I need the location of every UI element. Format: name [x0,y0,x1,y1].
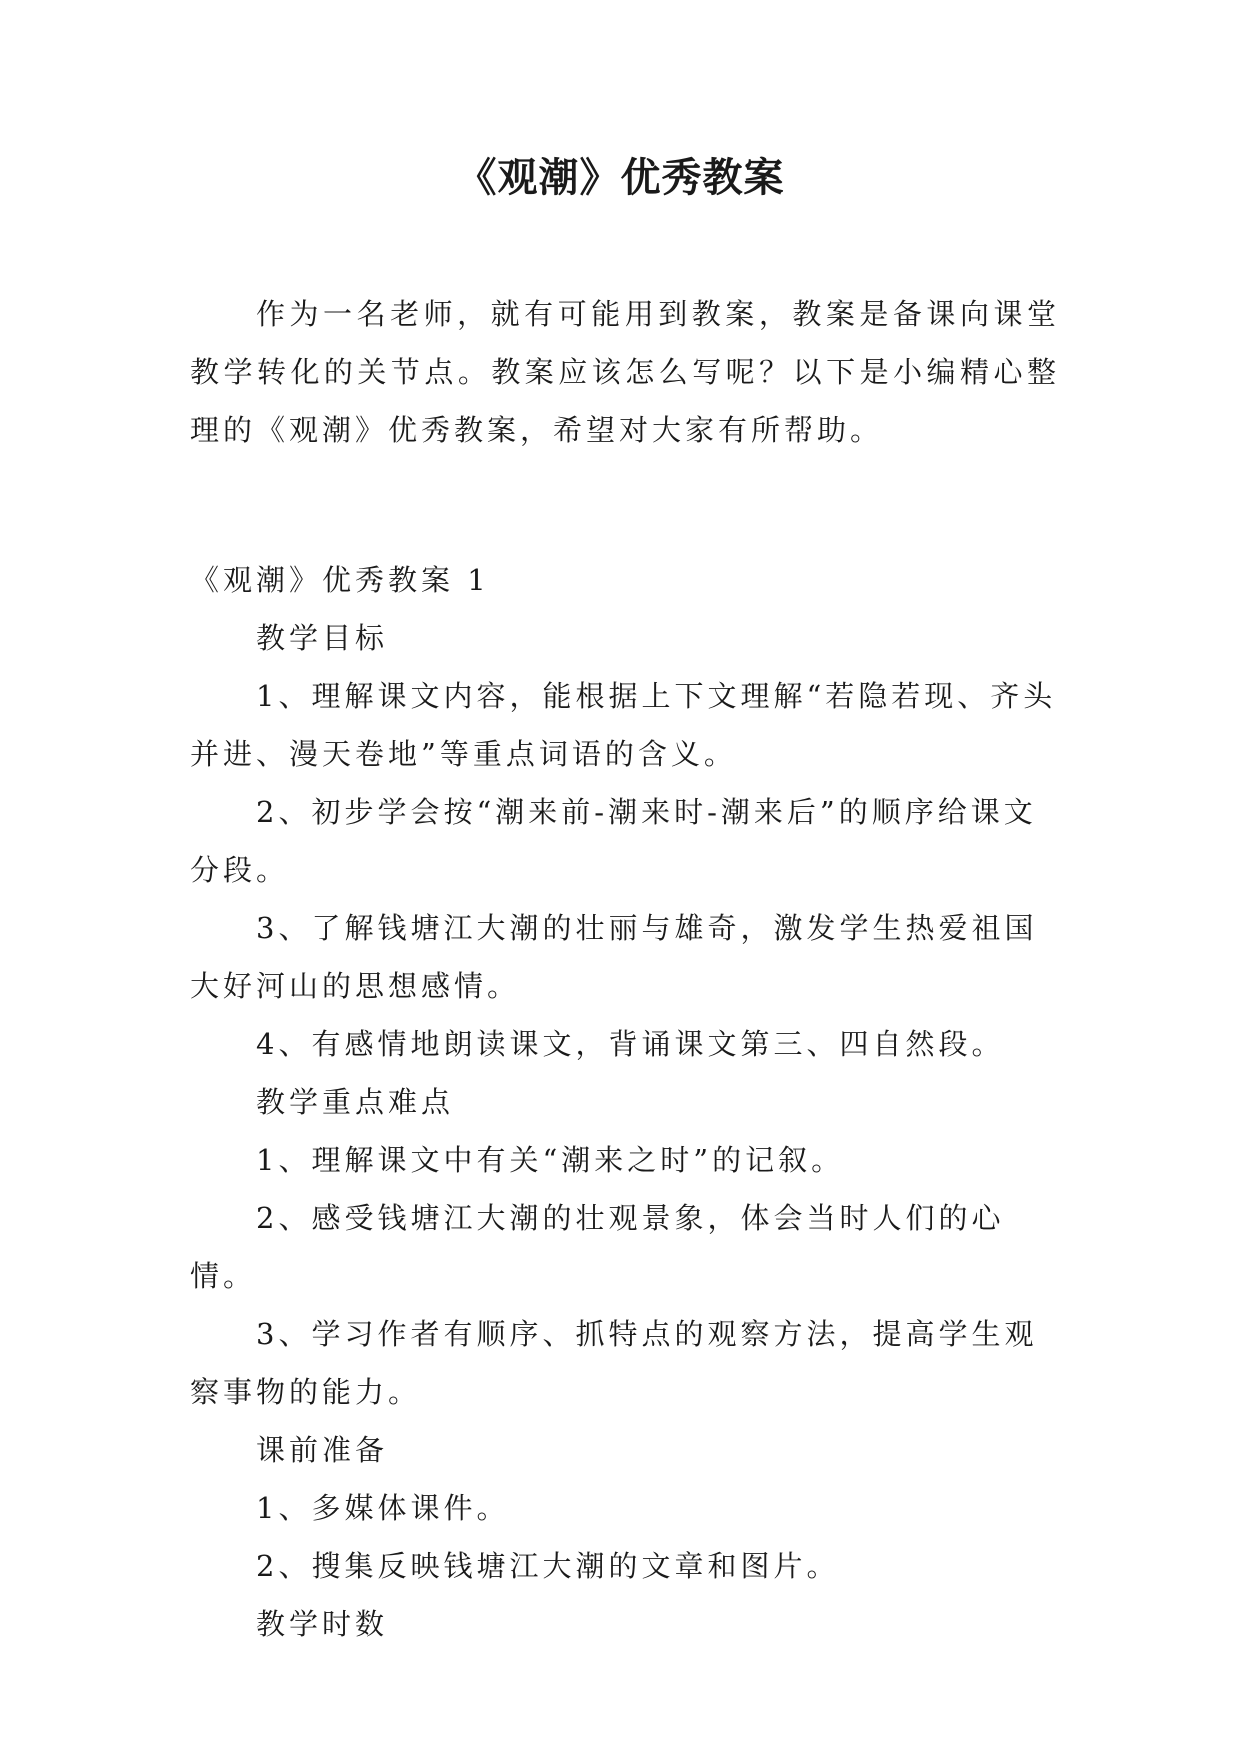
key-point-item-3: 3、学习作者有顺序、抓特点的观察方法，提高学生观察事物的能力。 [190,1317,1038,1409]
document-title: 《观潮》优秀教案 [456,155,785,201]
heading-teaching-goals: 教学目标 [256,621,389,655]
goal-item-1: 1、理解课文内容，能根据上下文理解“若隐若现、齐头并进、漫天卷地”等重点词语的含义。 [190,679,1057,771]
key-point-item-2: 2、感受钱塘江大潮的壮观景象，体会当时人们的心情。 [190,1201,1005,1293]
key-point-item-1: 1、理解课文中有关“潮来之时”的记叙。 [256,1143,845,1177]
prep-item-1: 1、多媒体课件。 [256,1491,510,1525]
heading-teaching-hours: 教学时数 [256,1607,389,1641]
intro-paragraph: 作为一名老师，就有可能用到教案，教案是备课向课堂教学转化的关节点。教案应该怎么写呢？以下是小编精心整理的《观潮》优秀教案，希望对大家有所帮助。 [190,297,1060,447]
heading-key-difficult-points: 教学重点难点 [256,1085,455,1119]
section-title: 《观潮》优秀教案 1 [190,563,490,597]
goal-item-3: 3、了解钱塘江大潮的壮丽与雄奇，激发学生热爱祖国大好河山的思想感情。 [190,911,1038,1003]
prep-item-2: 2、搜集反映钱塘江大潮的文章和图片。 [256,1549,840,1583]
goal-item-2: 2、初步学会按“潮来前-潮来时-潮来后”的顺序给课文分段。 [190,795,1037,887]
goal-item-4: 4、有感情地朗读课文，背诵课文第三、四自然段。 [256,1027,1005,1061]
document-body [190,285,1060,1653]
heading-preparation: 课前准备 [256,1433,389,1467]
